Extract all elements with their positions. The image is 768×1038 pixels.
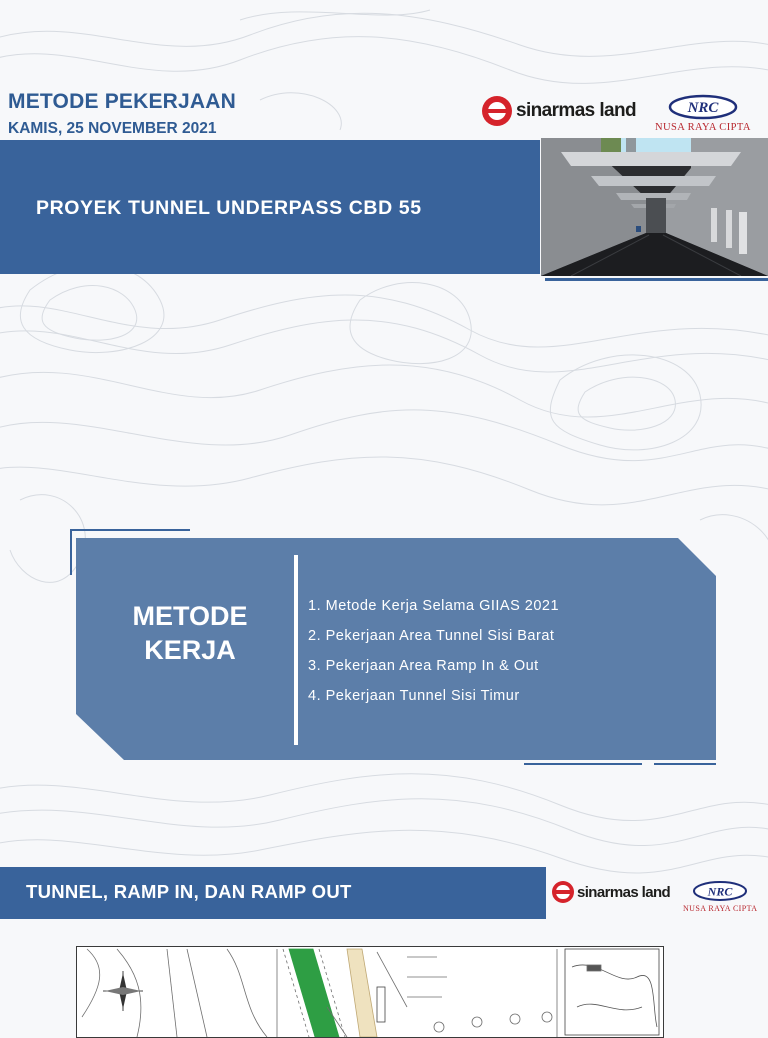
svg-text:NRC: NRC (687, 100, 719, 116)
meeting-date: KAMIS, 25 NOVEMBER 2021 (8, 120, 217, 137)
project-title: PROYEK TUNNEL UNDERPASS CBD 55 (36, 197, 422, 219)
panel-corner-line (70, 529, 190, 531)
panel-accent-line (654, 763, 716, 765)
site-plan-drawing (76, 946, 664, 1038)
nrc-logo (683, 878, 757, 913)
nrc-logo-icon (663, 92, 743, 122)
section-title: TUNNEL, RAMP IN, DAN RAMP OUT (26, 881, 352, 902)
sinarmas-logo-text: sinarmas land (516, 100, 636, 121)
sinarmas-logo-text: sinarmas land (577, 883, 671, 901)
method-list (308, 594, 559, 714)
panel-divider (294, 555, 298, 745)
panel-heading (90, 600, 290, 668)
list-item: 1. Metode Kerja Selama GIIAS 2021 (308, 598, 560, 614)
sinarmas-logo-bar (485, 109, 509, 114)
sinarmas-logo-bar (554, 890, 572, 894)
nrc-logo-icon (688, 878, 752, 904)
list-item: 2. Pekerjaan Area Tunnel Sisi Barat (308, 628, 555, 644)
sinarmas-logo-icon (482, 96, 512, 126)
panel-heading-line2: KERJA (144, 634, 236, 665)
sinarmas-logo-icon (552, 881, 574, 903)
page-title: METODE PEKERJAAN (8, 90, 237, 113)
north-arrow-icon (101, 969, 145, 1013)
nrc-logo (655, 92, 751, 133)
sinarmas-logo (482, 96, 636, 126)
photo-accent-line (545, 278, 768, 281)
svg-text:NRC: NRC (707, 884, 733, 899)
panel-heading-line1: METODE (132, 601, 248, 631)
list-item: 3. Pekerjaan Area Ramp In & Out (308, 658, 539, 674)
list-item: 4. Pekerjaan Tunnel Sisi Timur (308, 688, 520, 704)
nrc-company-name: NUSA RAYA CIPTA (655, 122, 751, 133)
panel-accent-line (524, 763, 642, 765)
tunnel-render-image (541, 138, 768, 276)
nrc-company-name: NUSA RAYA CIPTA (683, 904, 758, 913)
panel-corner-line (70, 529, 72, 575)
sinarmas-logo (552, 881, 670, 903)
